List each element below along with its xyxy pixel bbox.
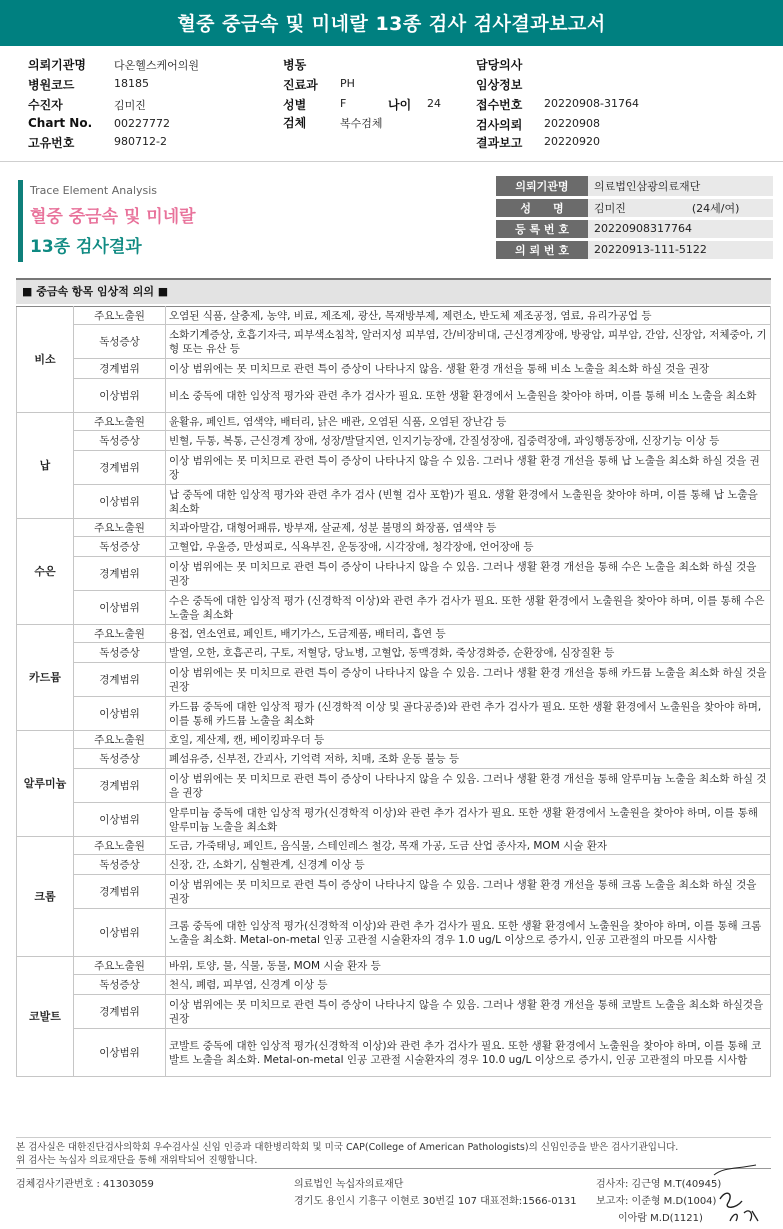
clinical-row: [17, 837, 771, 855]
category-description: 천식, 폐렴, 피부염, 신경계 이상 등: [166, 975, 771, 995]
patient-info-header: [0, 50, 783, 150]
category-label: 경계범위: [74, 995, 166, 1029]
clinical-row: [17, 643, 771, 663]
org-name: 의료법인 녹십자의료재단: [294, 1179, 404, 1190]
category-description: 납 중독에 대한 임상적 평가와 관련 추가 검사 (빈혈 검사 포함)가 필요. 생활 환경에서 노출원을 찾아야 하며, 이를 통해 납 노출을 최소화: [166, 485, 771, 519]
category-label: 이상범위: [74, 697, 166, 731]
category-label: 경계범위: [74, 359, 166, 379]
receipt-value: 20220908-31764: [544, 97, 639, 110]
institution-label: 의뢰기관명: [28, 58, 86, 72]
ward-label: 병동: [283, 58, 307, 72]
category-label: 경계범위: [74, 451, 166, 485]
receipt-label: 접수번호: [476, 98, 523, 112]
category-description: 발열, 오한, 호흡곤리, 구토, 저혈당, 당뇨병, 고혈압, 동맥경화, 죽상경화증, 순환장애, 심장질환 등: [166, 643, 771, 663]
category-label: 독성증상: [74, 749, 166, 769]
clinical-row: [17, 379, 771, 413]
category-label: 주요노출원: [74, 625, 166, 643]
patient-summary-key: 등 록 번 호: [496, 218, 588, 239]
patient-summary-value: 김미진 (24세/여): [588, 197, 773, 218]
element-name: 카드뮴: [17, 625, 74, 731]
category-description: 신장, 간, 소화기, 심혈관계, 신경계 이상 등: [166, 855, 771, 875]
category-description: 이상 범위에는 못 미치므로 관련 특이 증상이 나타나지 않음. 생활 환경 개선을 통해 비소 노출을 최소화 하실 것을 권장: [166, 359, 771, 379]
age-value: 24: [427, 97, 441, 110]
clinical-row: [17, 875, 771, 909]
category-description: 코발트 중독에 대한 임상적 평가(신경학적 이상)와 관련 추가 검사가 필요. 또한 생활 환경에서 노출원을 찾아야 하며, 이를 통해 코발트 노출을 최소화. Metal-on-metal 인공 고관절 시술환자의 경우 10.0 ug/L 이상으로 증가시, 인공 고관절의 마모를 시사함: [166, 1029, 771, 1077]
patient-summary-row: [496, 218, 773, 239]
category-label: 주요노출원: [74, 957, 166, 975]
element-name: 크롬: [17, 837, 74, 957]
sex-value: F: [340, 97, 347, 110]
category-label: 주요노출원: [74, 519, 166, 537]
doctor-label: 담당의사: [476, 58, 523, 72]
chart-label: Chart No.: [28, 116, 93, 130]
category-description: 윤활유, 페인트, 염색약, 배터리, 낡은 배관, 오염된 식품, 오염된 장난감 등: [166, 413, 771, 431]
clinical-row: [17, 803, 771, 837]
category-label: 주요노출원: [74, 307, 166, 325]
inspector: 검사자: 김근영 M.T(40945): [596, 1179, 722, 1190]
clinical-row: [17, 519, 771, 537]
clinical-row: [17, 663, 771, 697]
hospital-code-value: 18185: [114, 77, 149, 90]
category-description: 호일, 제산제, 캔, 베이킹파우더 등: [166, 731, 771, 749]
report-footer: [16, 1168, 771, 1226]
category-label: 독성증상: [74, 537, 166, 557]
clinical-row: [17, 625, 771, 643]
clinical-row: [17, 591, 771, 625]
category-label: 경계범위: [74, 663, 166, 697]
request-value: 20220908: [544, 117, 600, 130]
category-label: 독성증상: [74, 325, 166, 359]
clinical-row: [17, 413, 771, 431]
category-label: 이상범위: [74, 591, 166, 625]
institution-value: 다온헬스케어의원: [114, 59, 200, 72]
clinical-row: [17, 855, 771, 875]
category-label: 경계범위: [74, 557, 166, 591]
category-description: 카드뮴 중독에 대한 임상적 평가 (신경학적 이상 및 골다공증)와 관련 추가 검사가 필요. 또한 생활 환경에서 노출원을 찾아야 하며, 이를 통해 카드뮴 노출을 최소화: [166, 697, 771, 731]
clinical-row: [17, 431, 771, 451]
category-label: 경계범위: [74, 769, 166, 803]
certification-line1: 본 검사실은 대한진단검사의학회 우수검사실 신임 인증과 대한병리학회 및 미국 CAP(College of American Pathologists)의 신임인증을 받은 검사기관입니다.: [16, 1142, 679, 1153]
signature-image: [706, 1163, 766, 1227]
sex-label: 성별: [283, 98, 307, 112]
section-title: ■ 중금속 항목 임상적 의의 ■: [16, 278, 771, 304]
category-label: 독성증상: [74, 975, 166, 995]
patient-summary-box: [496, 176, 773, 262]
element-name: 알루미늄: [17, 731, 74, 837]
clinical-row: [17, 1029, 771, 1077]
unique-label: 고유번호: [28, 136, 75, 150]
category-label: 이상범위: [74, 909, 166, 957]
clinical-row: [17, 909, 771, 957]
banner-accent: [18, 180, 23, 262]
category-label: 독성증상: [74, 431, 166, 451]
category-description: 이상 범위에는 못 미치므로 관련 특이 증상이 나타나지 않을 수 있음. 그러나 생활 환경 개선을 통해 카드뮴 노출을 최소화 하실 것을 권장: [166, 663, 771, 697]
patient-summary-row: [496, 239, 773, 260]
recipient-value: 김미진: [114, 99, 146, 112]
category-description: 빈혈, 두통, 복통, 근신경계 장애, 성장/발달지연, 인지기능장애, 간질성장애, 집중력장애, 과잉행동장애, 신장기능 이상 등: [166, 431, 771, 451]
patient-summary-value: 20220908317764: [588, 218, 773, 239]
patient-summary-key: 성 명: [496, 197, 588, 218]
category-label: 독성증상: [74, 855, 166, 875]
certification-line2: 위 검사는 녹십자 의료재단을 통해 재위탁되어 진행합니다.: [16, 1155, 258, 1166]
clinical-row: [17, 307, 771, 325]
category-label: 이상범위: [74, 1029, 166, 1077]
hospital-code-label: 병원코드: [28, 78, 75, 92]
clinical-row: [17, 359, 771, 379]
request-label: 검사의뢰: [476, 118, 523, 132]
category-description: 바위, 토양, 물, 식물, 동물, MOM 시술 환자 등: [166, 957, 771, 975]
patient-summary-key: 의뢰기관명: [496, 176, 588, 197]
category-description: 수은 중독에 대한 임상적 평가 (신경학적 이상)와 관련 추가 검사가 필요. 또한 생활 환경에서 노출원을 찾아야 하며, 이를 통해 수은 노출을 최소화: [166, 591, 771, 625]
category-description: 이상 범위에는 못 미치므로 관련 특이 증상이 나타나지 않을 수 있음. 그러나 생활 환경 개선을 통해 수은 노출을 최소화 하실 것을 권장: [166, 557, 771, 591]
patient-summary-row: [496, 176, 773, 197]
clinical-label: 임상정보: [476, 78, 523, 92]
patient-summary-value: 20220913-111-5122: [588, 239, 773, 260]
certification-note: [16, 1137, 771, 1167]
age-label: 나이: [388, 98, 412, 112]
category-label: 주요노출원: [74, 837, 166, 855]
category-label: 주요노출원: [74, 731, 166, 749]
category-label: 이상범위: [74, 803, 166, 837]
category-description: 오염된 식품, 살충제, 농약, 비료, 제조제, 광산, 목재방부제, 제련소, 반도체 제조공정, 염료, 유리가공업 등: [166, 307, 771, 325]
element-name: 비소: [17, 307, 74, 413]
category-label: 이상범위: [74, 379, 166, 413]
category-label: 경계범위: [74, 875, 166, 909]
element-name: 코발트: [17, 957, 74, 1077]
clinical-row: [17, 995, 771, 1029]
unique-value: 980712-2: [114, 135, 167, 148]
recipient-label: 수진자: [28, 98, 63, 112]
reporter-1: 보고자: 이준형 M.D(1004): [596, 1196, 717, 1207]
clinical-row: [17, 957, 771, 975]
clinical-row: [17, 325, 771, 359]
category-description: 이상 범위에는 못 미치므로 관련 특이 증상이 나타나지 않을 수 있음. 그러나 생활 환경 개선을 통해 알루미늄 노출을 최소화 하실 것을 권장: [166, 769, 771, 803]
clinical-row: [17, 731, 771, 749]
header-divider: [0, 161, 783, 162]
category-description: 이상 범위에는 못 미치므로 관련 특이 증상이 나타나지 않을 수 있음. 그러나 생활 환경 개선을 통해 크롬 노출을 최소화 하실 것을 권장: [166, 875, 771, 909]
clinical-row: [17, 451, 771, 485]
category-description: 크롬 중독에 대한 임상적 평가(신경학적 이상)와 관련 추가 검사가 필요. 또한 생활 환경에서 노출원을 찾아야 하며, 이를 통해 크롬 노출을 최소화. Metal-on-metal 인공 고관절 시술환자의 경우 1.0 ug/L 이상으로 증가시, 인공 고관절의 마모를 시사함: [166, 909, 771, 957]
category-description: 소화기계증상, 호흡기자극, 피부색소침착, 알러지성 피부염, 간/비장비대, 근신경계장애, 방광암, 피부암, 간암, 신장암, 저체중아, 기형 또는 유산 등: [166, 325, 771, 359]
patient-summary-key: 의 뢰 번 호: [496, 239, 588, 260]
category-label: 이상범위: [74, 485, 166, 519]
category-description: 도금, 가죽태닝, 페인트, 음식물, 스테인레스 철강, 목재 가공, 도금 산업 종사자, MOM 시술 환자: [166, 837, 771, 855]
specimen-label: 검체: [283, 116, 307, 130]
chart-value: 00227772: [114, 117, 170, 130]
report-value: 20220920: [544, 135, 600, 148]
agency-number: 검체검사기관번호 : 41303059: [16, 1179, 154, 1190]
clinical-row: [17, 697, 771, 731]
reporter-2: 이아람 M.D(1121): [618, 1213, 703, 1224]
banner-subtitle: Trace Element Analysis: [30, 184, 158, 197]
org-address: 경기도 용인시 기흥구 이현로 30번길 107 대표전화:1566-0131: [294, 1196, 577, 1207]
category-label: 독성증상: [74, 643, 166, 663]
dept-label: 진료과: [283, 78, 318, 92]
clinical-row: [17, 975, 771, 995]
patient-summary-value: 의료법인삼광의료재단: [588, 176, 773, 197]
category-description: 고혈압, 우울증, 만성피로, 식욕부진, 운동장애, 시각장애, 청각장애, 언어장애 등: [166, 537, 771, 557]
banner-title-line1: 혈중 중금속 및 미네랄: [30, 207, 196, 227]
patient-summary-row: [496, 197, 773, 218]
category-description: 이상 범위에는 못 미치므로 관련 특이 증상이 나타나지 않을 수 있음. 그러나 생활 환경 개선을 통해 납 노출을 최소화 하실 것을 권장: [166, 451, 771, 485]
banner-title-line2: 13종 검사결과: [30, 237, 142, 257]
clinical-row: [17, 537, 771, 557]
element-name: 납: [17, 413, 74, 519]
category-description: 치과아말감, 대형어패류, 방부재, 살균제, 성분 불명의 화장품, 염색약 등: [166, 519, 771, 537]
category-description: 용접, 연소연료, 페인트, 배기가스, 도금제품, 배터리, 흡연 등: [166, 625, 771, 643]
clinical-row: [17, 485, 771, 519]
dept-value: PH: [340, 77, 355, 90]
category-description: 이상 범위에는 못 미치므로 관련 특이 증상이 나타나지 않을 수 있음. 그러나 생활 환경 개선을 통해 코발트 노출을 최소화 하실것을 권장: [166, 995, 771, 1029]
clinical-row: [17, 769, 771, 803]
report-title-bar: [0, 0, 783, 46]
category-description: 폐섬유증, 신부전, 간괴사, 기억력 저하, 치매, 조화 운동 불능 등: [166, 749, 771, 769]
report-title: 혈중 중금속 및 미네랄 13종 검사 검사결과보고서: [177, 13, 606, 35]
category-description: 알루미늄 중독에 대한 임상적 평가(신경학적 이상)와 관련 추가 검사가 필요. 또한 생활 환경에서 노출원을 찾아야 하며, 이를 통해 알루미늄 노출을 최소화: [166, 803, 771, 837]
category-description: 비소 중독에 대한 임상적 평가와 관련 추가 검사가 필요. 또한 생활 환경에서 노출원을 찾아야 하며, 이를 통해 비소 노출을 최소화: [166, 379, 771, 413]
category-label: 주요노출원: [74, 413, 166, 431]
clinical-row: [17, 749, 771, 769]
clinical-row: [17, 557, 771, 591]
report-label: 결과보고: [476, 136, 523, 150]
element-name: 수은: [17, 519, 74, 625]
clinical-significance-table: [16, 306, 771, 1077]
specimen-value: 복수검체: [340, 117, 383, 130]
